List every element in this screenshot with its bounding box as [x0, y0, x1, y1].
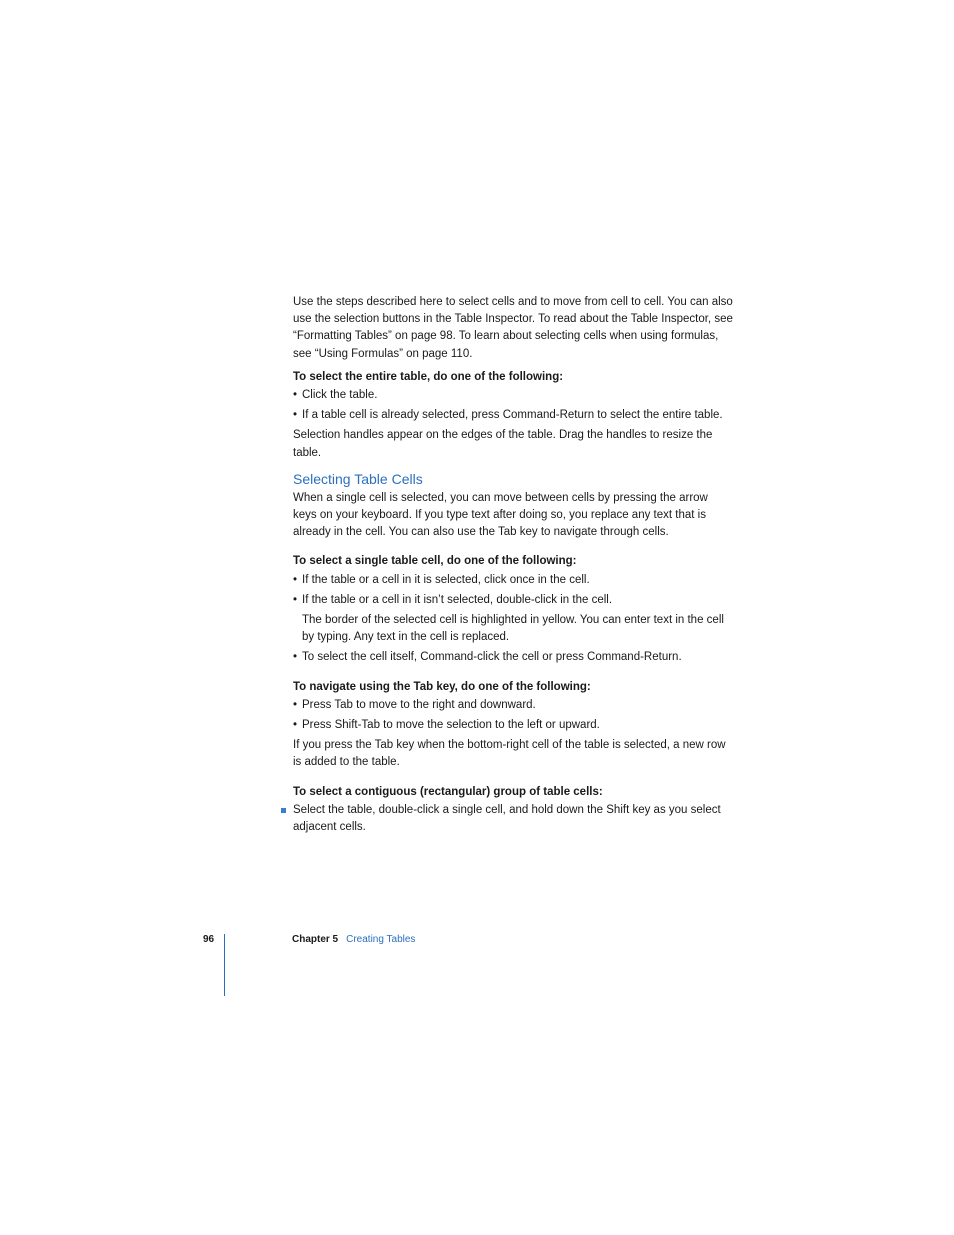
footer-divider — [224, 934, 225, 996]
entire-table-note: Selection handles appear on the edges of the table. Drag the handles to resize the table. — [293, 429, 713, 459]
task-heading-single-cell: To select a single table cell, do one of the following: — [293, 555, 577, 568]
section-intro: When a single cell is selected, you can move between cells by pressing the arrow keys on your keyboard. If you type text after doing so, you replace any text that is already in the cell. You can also use the Tab key to navigate through cells. — [293, 491, 708, 539]
page-body — [293, 294, 733, 836]
chapter-title: Creating Tables — [346, 934, 416, 945]
chapter-label: Chapter 5 — [292, 934, 339, 945]
list-item: • If the table or a cell in it isn’t selected, double-click in the cell. — [293, 592, 733, 609]
contiguous-step — [293, 802, 733, 836]
tab-nav-list — [293, 697, 733, 734]
list-item: • Press Shift-Tab to move the selection to the left or upward. — [293, 717, 733, 734]
task-heading-tab-nav: To navigate using the Tab key, do one of the following: — [293, 680, 591, 693]
square-bullet-icon — [281, 808, 286, 813]
bullet-glyph: • — [293, 719, 298, 732]
list-item: • Press Tab to move to the right and downward. — [293, 697, 733, 714]
bullet-glyph: • — [293, 409, 298, 422]
section-title: Selecting Table Cells — [293, 470, 423, 487]
list-item: • If a table cell is already selected, press Command-Return to select the entire table. — [293, 407, 733, 424]
task-heading-entire-table: To select the entire table, do one of the following: — [293, 370, 564, 383]
tab-nav-note: If you press the Tab key when the bottom-right cell of the table is selected, a new row is added to the table. — [293, 739, 726, 769]
list-item: • If the table or a cell in it is selected, click once in the cell. — [293, 572, 733, 589]
entire-table-list — [293, 387, 733, 424]
bullet-glyph: • — [293, 698, 298, 711]
task-heading-contiguous: To select a contiguous (rectangular) group of table cells: — [293, 785, 603, 798]
footer-chapter — [292, 934, 415, 945]
page-number: 96 — [203, 934, 215, 945]
list-item: • To select the cell itself, Command-click the cell or press Command-Return. — [293, 649, 733, 666]
single-cell-sub-note: The border of the selected cell is highlighted in yellow. You can enter text in the cell by typing. Any text in the cell is replaced. — [302, 614, 724, 644]
bullet-glyph: • — [293, 593, 298, 606]
bullet-glyph: • — [293, 573, 298, 586]
list-item: • Click the table. — [293, 387, 733, 404]
single-cell-list-continued — [293, 649, 733, 666]
bullet-glyph: • — [293, 389, 298, 402]
bullet-glyph: • — [293, 651, 298, 664]
contiguous-step-text: Select the table, double-click a single cell, and hold down the Shift key as you select adjacent cells. — [293, 803, 721, 834]
single-cell-list — [293, 572, 733, 609]
intro-paragraph: Use the steps described here to select cells and to move from cell to cell. You can also use the selection buttons in the Table Inspector. To read about the Table Inspector, see “Formatting Tables” on page 98. To learn about selecting cells when using formulas, see “Using Formulas” on page 110. — [293, 296, 733, 360]
